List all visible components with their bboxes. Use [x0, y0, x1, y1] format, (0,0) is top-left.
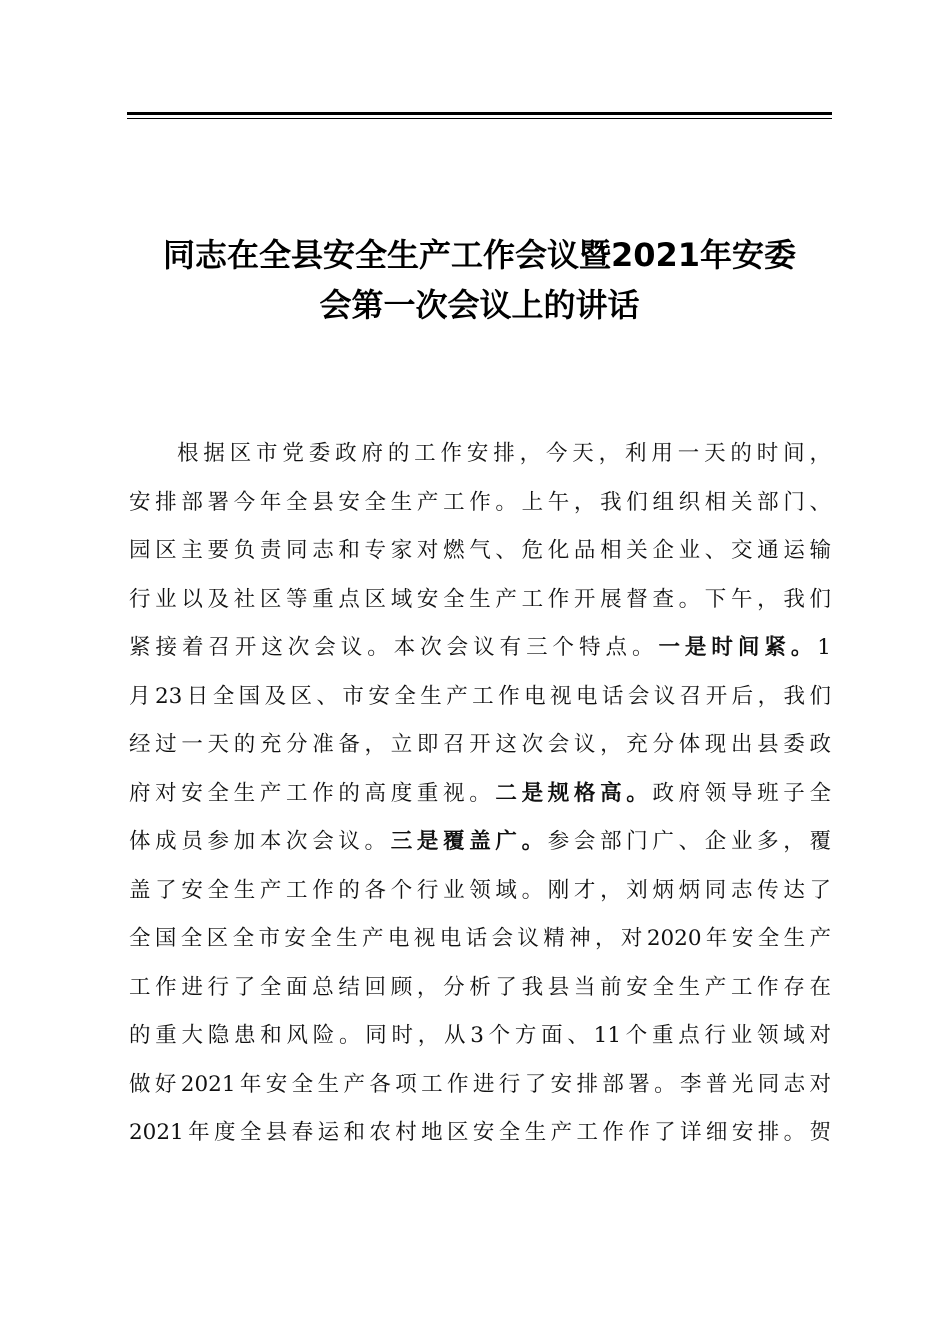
paragraph-line: 做好2021年安全生产各项工作进行了安排部署。李普光同志对	[129, 1071, 831, 1097]
text-segment: 政府领导班子全	[652, 780, 831, 806]
paragraph-line: 2021年度全县春运和农村地区安全生产工作作了详细安排。贺	[129, 1120, 831, 1145]
paragraph-line: 根据区市党委政府的工作安排，今天，利用一天的时间，	[177, 441, 831, 466]
paragraph-line: 安排部署今年全县安全生产工作。上午，我们组织相关部门、	[129, 489, 831, 515]
paragraph-line: 月23日全国及区、市安全生产工作电视电话会议召开后，我们	[129, 683, 831, 709]
bold-lead-point-2: 二是规格高。	[495, 780, 653, 806]
document-body	[129, 430, 831, 1158]
text-segment: 府对安全生产工作的高度重视。	[129, 780, 496, 806]
paragraph-line: 全国全区全市安全生产电视电话会议精神，对2020年安全生产	[129, 926, 831, 951]
header-double-rule-thick	[127, 112, 832, 115]
paragraph-line: 经过一天的充分准备，立即召开这次会议，充分体现出县委政	[129, 732, 831, 757]
paragraph-line	[129, 770, 831, 819]
title-line: 同志在全县安全生产工作会议暨2021年安委	[162, 236, 797, 274]
bold-lead-point-3: 三是覆盖广。	[390, 829, 548, 854]
paragraph-line: 工作进行了全面总结回顾，分析了我县当前安全生产工作存在	[129, 974, 831, 1000]
header-double-rule-thin	[127, 118, 832, 119]
title-line: 会第一次会议上的讲话	[319, 286, 640, 324]
document-title	[127, 230, 832, 330]
paragraph-line: 园区主要负责同志和专家对燃气、危化品相关企业、交通运输	[129, 538, 831, 563]
bold-lead-point-1: 一是时间紧。	[658, 635, 818, 660]
text-segment: 紧接着召开这次会议。本次会议有三个特点。	[129, 635, 659, 660]
paragraph-line	[129, 624, 831, 673]
paragraph-line: 行业以及社区等重点区域安全生产工作开展督查。下午，我们	[129, 586, 831, 612]
text-segment: 参会部门广、企业多，覆	[547, 829, 831, 854]
paragraph-line: 的重大隐患和风险。同时，从3个方面、11个重点行业领域对	[129, 1023, 831, 1048]
paragraph-line: 盖了安全生产工作的各个行业领域。刚才，刘炳炳同志传达了	[129, 877, 831, 903]
text-segment: 1	[817, 635, 831, 660]
paragraph-line	[129, 818, 831, 867]
text-segment: 体成员参加本次会议。	[129, 829, 391, 854]
